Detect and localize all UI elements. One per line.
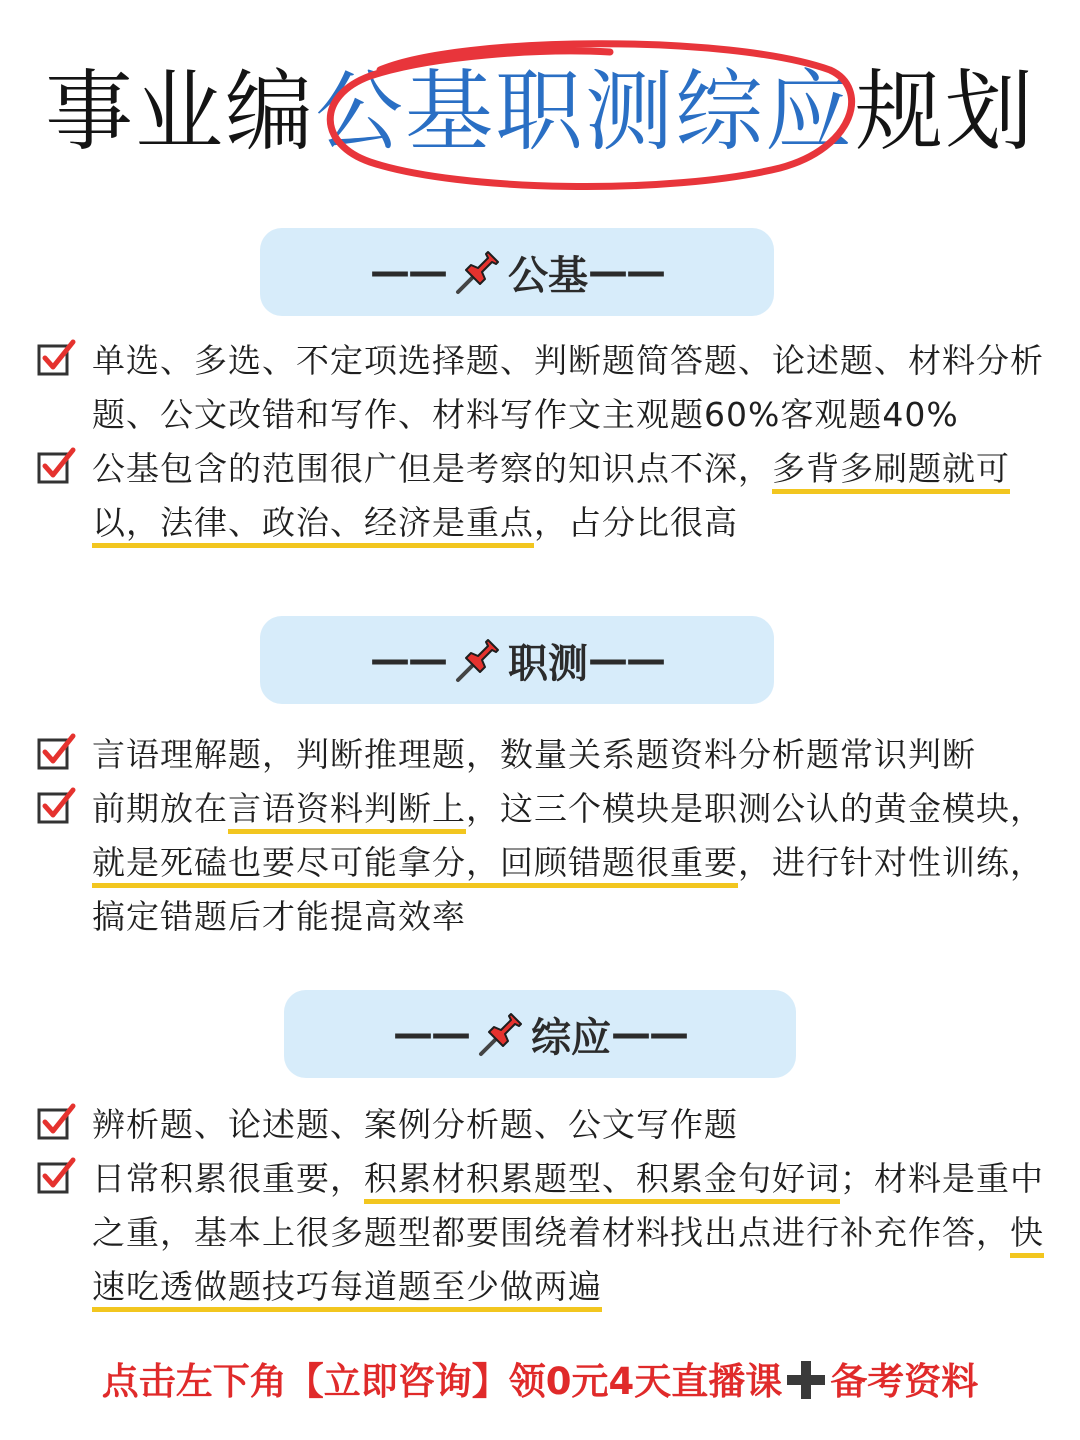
dash-left: —— bbox=[370, 249, 446, 295]
item-text: 言语理解题，判断推理题，数量关系题资料分析题常识判断 bbox=[92, 735, 976, 774]
item-text: 辨析题、论述题、案例分析题、公文写作题 bbox=[92, 1105, 738, 1144]
title-highlight: 公基职测综应 bbox=[314, 60, 855, 163]
cta-text: 点击左下角【立即咨询】领0元4天直播课 bbox=[101, 1360, 783, 1403]
underlined-text: 言语资料判断上 bbox=[228, 789, 466, 828]
title-suffix: 规划 bbox=[855, 60, 1036, 163]
checkbox-checked-icon bbox=[36, 446, 76, 486]
pushpin-icon bbox=[452, 634, 504, 686]
plus-icon bbox=[784, 1358, 828, 1402]
underlined-text: 快速吃透做题技巧每道题至少做两遍 bbox=[92, 1213, 1044, 1306]
underlined-text: 就是死磕也要尽可能拿分，回顾错题很重要 bbox=[92, 843, 738, 882]
section-label: 综应 bbox=[531, 1014, 611, 1061]
dash-right: —— bbox=[588, 637, 664, 683]
dash-left: —— bbox=[393, 1011, 469, 1057]
item-text: 日常积累很重要，积累材积累题型、积累金句好词；材料是重中之重，基本上很多题型都要围绕着材料找出点进行补充作答，快速吃透做题技巧每道题至少做两遍 bbox=[92, 1159, 1044, 1306]
pushpin-icon bbox=[475, 1008, 527, 1060]
checkbox-checked-icon bbox=[36, 732, 76, 772]
checkbox-checked-icon bbox=[36, 1156, 76, 1196]
title-prefix: 事业编 bbox=[44, 60, 315, 163]
section-header-zhice bbox=[260, 616, 774, 704]
checkbox-checked-icon bbox=[36, 786, 76, 826]
pushpin-icon bbox=[452, 246, 504, 298]
red-circle-scribble-icon bbox=[310, 30, 870, 200]
item-text: 前期放在言语资料判断上，这三个模块是职测公认的黄金模块，就是死磕也要尽可能拿分，回顾错题很重要，进行针对性训练，搞定错题后才能提高效率 bbox=[92, 789, 1044, 936]
item-text: 单选、多选、不定项选择题、判断题简答题、论述题、材料分析题、公文改错和写作、材料写作文主观题60%客观题40% bbox=[92, 341, 1044, 434]
underlined-text: 多背多刷题就可以，法律、政治、经济是重点 bbox=[92, 449, 1010, 542]
section-header-zongying bbox=[284, 990, 796, 1078]
dash-right: —— bbox=[611, 1011, 687, 1057]
section-label: 职测 bbox=[508, 640, 588, 687]
call-to-action[interactable] bbox=[0, 1352, 1080, 1412]
dash-right: —— bbox=[588, 249, 664, 295]
dash-left: —— bbox=[370, 637, 446, 683]
underlined-text: 积累材积累题型、积累金句好词 bbox=[364, 1159, 840, 1198]
checkbox-checked-icon bbox=[36, 338, 76, 378]
item-text: 公基包含的范围很广但是考察的知识点不深，多背多刷题就可以，法律、政治、经济是重点，占分比很高 bbox=[92, 449, 1010, 542]
checkbox-checked-icon bbox=[36, 1102, 76, 1142]
section-label: 公基 bbox=[508, 252, 588, 299]
cta-text-materials: 备考资料 bbox=[830, 1360, 979, 1403]
section-header-gongji bbox=[260, 228, 774, 316]
